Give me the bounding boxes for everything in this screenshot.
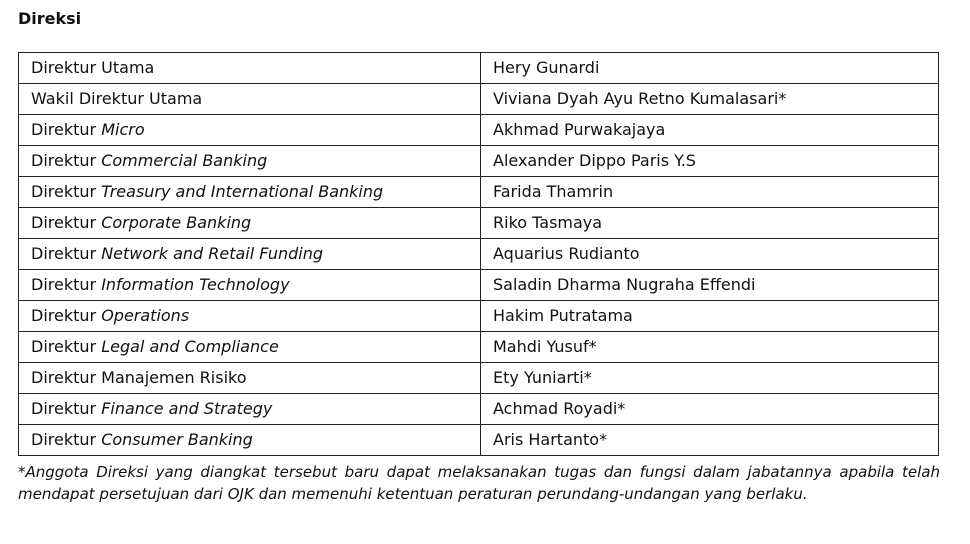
position-label: Direktur <box>31 275 102 294</box>
position-label: Direktur <box>31 399 102 418</box>
position-cell <box>19 53 481 84</box>
position-label-italic: Corporate Banking <box>101 213 252 232</box>
position-label: Direktur <box>31 244 102 263</box>
table-row <box>19 115 939 146</box>
position-label: Direktur <box>31 182 102 201</box>
position-label-italic: Operations <box>101 306 190 325</box>
table-row <box>19 270 939 301</box>
table-row <box>19 301 939 332</box>
position-label: Direktur <box>31 306 102 325</box>
director-name-cell: Viviana Dyah Ayu Retno Kumalasari* <box>481 84 939 115</box>
position-cell <box>19 363 481 394</box>
table-row <box>19 208 939 239</box>
position-label-italic: Information Technology <box>101 275 290 294</box>
table-row <box>19 425 939 456</box>
director-name-cell: Farida Thamrin <box>481 177 939 208</box>
position-cell <box>19 177 481 208</box>
position-label: Direktur <box>31 151 102 170</box>
director-name-cell: Hery Gunardi <box>481 53 939 84</box>
position-label: Direktur <box>31 430 102 449</box>
section-title: Direksi <box>18 9 82 28</box>
table-row <box>19 177 939 208</box>
position-cell <box>19 146 481 177</box>
directors-table <box>18 52 939 456</box>
director-name-cell: Riko Tasmaya <box>481 208 939 239</box>
position-cell <box>19 301 481 332</box>
table-row <box>19 53 939 84</box>
directors-table-body <box>19 53 939 456</box>
position-label: Direktur <box>31 120 102 139</box>
position-label-italic: Network and Retail Funding <box>101 244 324 263</box>
position-label-italic: Micro <box>101 120 145 139</box>
position-cell <box>19 239 481 270</box>
table-row <box>19 146 939 177</box>
position-cell <box>19 332 481 363</box>
position-label-italic: Treasury and International Banking <box>101 182 384 201</box>
director-name-cell: Aquarius Rudianto <box>481 239 939 270</box>
position-label-italic: Commercial Banking <box>101 151 268 170</box>
position-cell <box>19 115 481 146</box>
position-cell <box>19 394 481 425</box>
position-cell <box>19 84 481 115</box>
table-row <box>19 84 939 115</box>
director-name-cell: Ety Yuniarti* <box>481 363 939 394</box>
position-label: Direktur <box>31 337 102 356</box>
director-name-cell: Aris Hartanto* <box>481 425 939 456</box>
director-name-cell: Achmad Royadi* <box>481 394 939 425</box>
position-label: Wakil Direktur Utama <box>31 89 203 108</box>
position-label: Direktur Utama <box>31 58 155 77</box>
position-cell <box>19 208 481 239</box>
position-label: Direktur <box>31 213 102 232</box>
table-row <box>19 332 939 363</box>
table-row <box>19 394 939 425</box>
director-name-cell: Saladin Dharma Nugraha Effendi <box>481 270 939 301</box>
position-cell <box>19 425 481 456</box>
director-name-cell: Mahdi Yusuf* <box>481 332 939 363</box>
footnote: *Anggota Direksi yang diangkat tersebut baru dapat melaksanakan tugas dan fungsi dalam jabatannya apabila telah mendapat persetujuan dari OJK dan memenuhi ketentuan peraturan perundang-undangan yang berlaku. <box>18 463 940 503</box>
position-label-italic: Finance and Strategy <box>101 399 273 418</box>
position-cell <box>19 270 481 301</box>
table-row <box>19 239 939 270</box>
director-name-cell: Akhmad Purwakajaya <box>481 115 939 146</box>
director-name-cell: Alexander Dippo Paris Y.S <box>481 146 939 177</box>
position-label: Direktur Manajemen Risiko <box>31 368 247 387</box>
director-name-cell: Hakim Putratama <box>481 301 939 332</box>
position-label-italic: Consumer Banking <box>101 430 253 449</box>
position-label-italic: Legal and Compliance <box>101 337 279 356</box>
table-row <box>19 363 939 394</box>
